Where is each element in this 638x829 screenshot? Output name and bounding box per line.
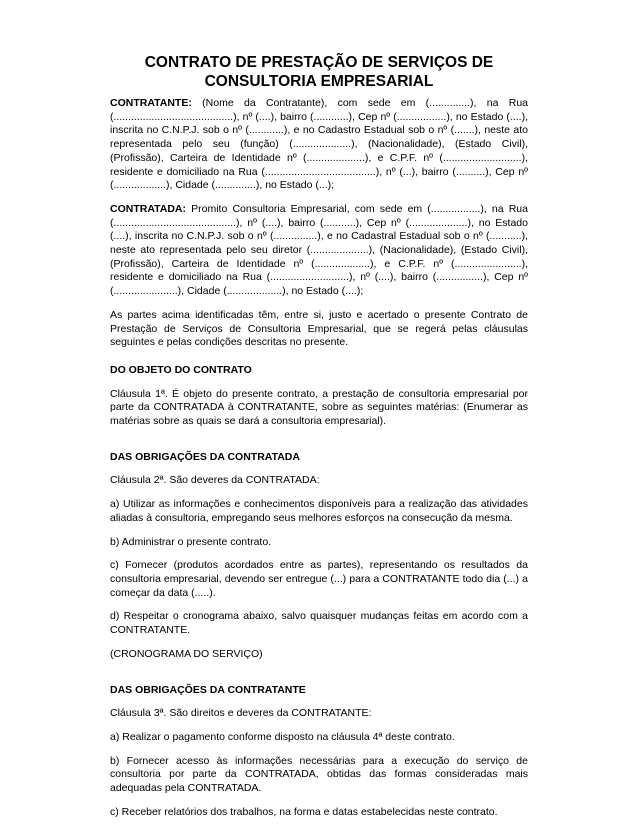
contratada-item-c: c) Fornecer (produtos acordados entre as partes), representando os resultados da consultoria empresarial, devendo ser entregue (...) para a CONTRATANTE todo dia (...) a começar da data (.....).	[110, 559, 528, 599]
contratante-item-c: c) Receber relatórios dos trabalhos, na forma e datas estabelecidas neste contrato.	[110, 805, 498, 818]
contratante-text: (Nome da Contratante), com sede em (..............), na Rua (.........................................), nº (....), bairro (............), Cep nº (.................), no Estado (....), inscrita no C.N.P.J. sob o nº (............), e no Cadastro Estadual sob o nº (.......), neste ato representada pelo seu (função) (....................), (Nacionalidade), (Estado Civil), (Profissão), Carteira de Identidade nº (....................), e C.P.F. nº (...........................), residente e domiciliado na Rua (......................................), nº (...), bairro (..........), Cep nº (..................), Cidade (..............), no Estado (...);	[110, 97, 528, 192]
contratante-item-a: a) Realizar o pagamento conforme disposto na cláusula 4ª deste contrato.	[110, 730, 455, 743]
document-body	[110, 97, 528, 829]
title-line-1: CONTRATO DE PRESTAÇÃO DE SERVIÇOS DE	[144, 54, 494, 71]
section-heading-obrigacoes-contratante: DAS OBRIGAÇÕES DA CONTRATANTE	[110, 683, 306, 696]
contratada-item-d: d) Respeitar o cronograma abaixo, salvo quaisquer mudanças feitas em acordo com a CONTRATANTE.	[110, 610, 528, 637]
title-line-2: CONSULTORIA EMPRESARIAL	[204, 73, 434, 90]
contratada-item-b: b) Administrar o presente contrato.	[110, 535, 272, 548]
contratante-label: CONTRATANTE:	[110, 97, 192, 109]
clausula-2: Cláusula 2ª. São deveres da CONTRATADA:	[110, 474, 320, 487]
contratante-item-b: b) Fornecer acesso às informações necessárias para a execução do serviço de consultoria por parte da CONTRATADA, obtidas das formas consideradas mais adequadas pela CONTRATADA.	[110, 754, 528, 795]
cronograma-placeholder: (CRONOGRAMA DO SERVIÇO)	[110, 647, 263, 660]
contratante-paragraph	[110, 97, 528, 193]
document-title	[110, 53, 528, 91]
intro-paragraph: As partes acima identificadas têm, entre si, justo e acertado o presente Contrato de Prestação de Serviços de Consultoria Empresarial, que se regerá pelas cláusulas seguintes e pelas condições descritas no presente.	[110, 308, 528, 349]
contratada-item-a: a) Utilizar as informações e conhecimentos disponíveis para a realização das atividades aliadas à consultoria, empregando seus melhores esforços na consecução da mesma.	[110, 498, 528, 524]
clausula-3: Cláusula 3ª. São direitos e deveres da CONTRATANTE:	[110, 707, 372, 720]
contratada-label: CONTRATADA:	[110, 202, 187, 215]
section-heading-objeto: DO OBJETO DO CONTRATO	[110, 363, 252, 376]
contratada-text: Promito Consultoria Empresarial, com sede em (.................), na Rua (..........................................), nº (....), bairro (...........), Cep nº (....................), no Estado (....), inscrita no C.N.P.J. sob o nº (...............), e no Cadastral Estadual sob o nº (...........), neste ato representada pelo seu diretor (....................), (Nacionalidade), (Estado Civil), (Profissão), Carteira de Identidade nº (...................), e C.P.F. nº (.......................), residente e domiciliado na Rua (...........................), nº (....), bairro (................), Cep nº (......................), Cidade (...................), no Estado (....);	[110, 202, 528, 298]
contratada-paragraph	[110, 203, 528, 299]
clausula-1: Cláusula 1ª. É objeto do presente contrato, a prestação de consultoria empresarial por parte da CONTRATADA à CONTRATANTE, sobre as seguintes matérias: (Enumerar as matérias sobre as quais se dará a consultoria empresarial).	[110, 387, 528, 428]
section-heading-obrigacoes-contratada: DAS OBRIGAÇÕES DA CONTRATADA	[110, 450, 300, 463]
